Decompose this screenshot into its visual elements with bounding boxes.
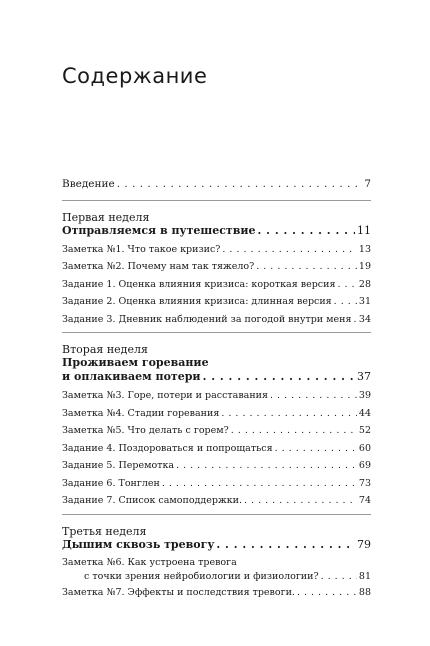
toc-entry-label: Задание 5. Перемотка: [62, 460, 175, 471]
toc-entry-page: 60: [358, 442, 371, 454]
toc-entry-page: 31: [358, 296, 371, 307]
leader-dots: [216, 538, 355, 552]
toc-entry[interactable]: [62, 258, 371, 276]
toc-entry[interactable]: [62, 387, 371, 405]
toc-entry-page: 34: [358, 313, 371, 325]
toc-entry-label: Заметка №1. Что такое кризис?: [62, 243, 221, 255]
toc-entry-label: Заметка №7. Эффекты и последствия тревоги.: [62, 586, 295, 598]
toc-entry-label: Задание 1. Оценка влияния кризиса: короткая версия: [62, 278, 336, 290]
leader-dots: [337, 276, 356, 294]
leader-dots: [221, 405, 357, 423]
toc-heading-entry[interactable]: [62, 538, 371, 552]
leader-dots: [222, 241, 357, 259]
leader-dots: [203, 370, 355, 384]
toc-entry-label: Задание 7. Список самоподдержки.: [62, 495, 242, 506]
leader-dots: [321, 569, 357, 584]
toc-heading-label: и оплакиваем потери: [62, 370, 201, 383]
toc-entry-page: 11: [357, 223, 371, 237]
toc-entry[interactable]: [62, 276, 371, 294]
leader-dots: [176, 457, 357, 475]
toc-section-week-2: [62, 343, 371, 515]
leader-dots: [258, 224, 355, 238]
toc-entry-page: 74: [358, 495, 371, 506]
toc-entry-label: Заметка №3. Горе, потери и расставания: [62, 390, 268, 401]
toc-entry[interactable]: [62, 492, 371, 510]
toc-entry[interactable]: [62, 440, 371, 458]
toc-entry-label: Заметка №4. Стадии горевания: [62, 407, 220, 419]
toc-heading-label: Дышим сквозь тревогу: [62, 537, 215, 551]
toc-section-week-1: [62, 211, 371, 334]
week-label: Первая неделя: [62, 210, 150, 224]
toc-entry-page: 81: [358, 570, 371, 582]
toc-entry[interactable]: [62, 405, 371, 423]
toc-entry-page: 19: [358, 261, 371, 272]
leader-dots: [270, 387, 357, 405]
toc-entry-label-line1[interactable]: Заметка №6. Как устроена тревога: [62, 556, 237, 568]
toc-entry[interactable]: [62, 475, 371, 493]
section-divider: [62, 514, 371, 515]
toc-entry-intro[interactable]: [62, 176, 371, 194]
toc-entry-label: Задание 3. Дневник наблюдений за погодой внутри меня: [62, 313, 352, 325]
leader-dots: [117, 176, 363, 194]
leader-dots: [275, 440, 357, 458]
week-label: Вторая неделя: [62, 343, 148, 356]
toc-entry-page: 69: [358, 460, 371, 471]
week-label: Третья неделя: [62, 524, 147, 538]
toc-entry[interactable]: [62, 422, 371, 440]
toc-entry-page: 7: [364, 178, 371, 190]
section-divider: [62, 200, 371, 201]
toc-entry-page: 37: [357, 370, 371, 383]
toc-heading-entry[interactable]: [62, 370, 371, 384]
toc-entry[interactable]: [62, 584, 371, 602]
toc-heading-label-line1[interactable]: Проживаем горевание: [62, 356, 209, 369]
toc-entry-label: Заметка №5. Что делать с горем?: [62, 425, 229, 436]
table-of-contents: [62, 176, 371, 601]
toc-entry-page: 44: [358, 407, 371, 419]
toc-entry-page: 73: [358, 477, 371, 489]
toc-entry[interactable]: [62, 457, 371, 475]
leader-dots: [297, 584, 357, 602]
toc-heading-label: Отправляемся в путешествие: [62, 223, 256, 237]
toc-entry-label: Задание 2. Оценка влияния кризиса: длинная версия: [62, 296, 332, 307]
toc-entry[interactable]: [62, 569, 371, 584]
toc-entry-page: 28: [358, 278, 371, 290]
toc-entry-label: Задание 4. Поздороваться и попрощаться: [62, 442, 273, 454]
toc-heading-entry[interactable]: [62, 224, 371, 238]
section-divider: [62, 332, 371, 333]
leader-dots: [244, 492, 357, 510]
toc-entry-page: 79: [357, 537, 371, 551]
toc-section-week-3: [62, 525, 371, 602]
toc-entry-page: 88: [358, 586, 371, 598]
leader-dots: [231, 422, 357, 440]
toc-entry[interactable]: [62, 241, 371, 259]
toc-entry-label: с точки зрения нейробиологии и физиологии?: [84, 570, 319, 582]
toc-entry[interactable]: [62, 293, 371, 311]
toc-entry[interactable]: [62, 311, 371, 329]
toc-entry-page: 39: [358, 390, 371, 401]
toc-entry-label: Заметка №2. Почему нам так тяжело?: [62, 261, 255, 272]
leader-dots: [256, 258, 357, 276]
page-title: Содержание: [62, 64, 208, 88]
leader-dots: [162, 475, 357, 493]
toc-entry-page: 52: [358, 425, 371, 436]
toc-entry-label: Введение: [62, 178, 115, 190]
toc-entry-page: 13: [358, 243, 371, 255]
toc-entry-label: Задание 6. Тонглен: [62, 477, 160, 489]
leader-dots: [334, 293, 357, 311]
leader-dots: [353, 311, 356, 329]
